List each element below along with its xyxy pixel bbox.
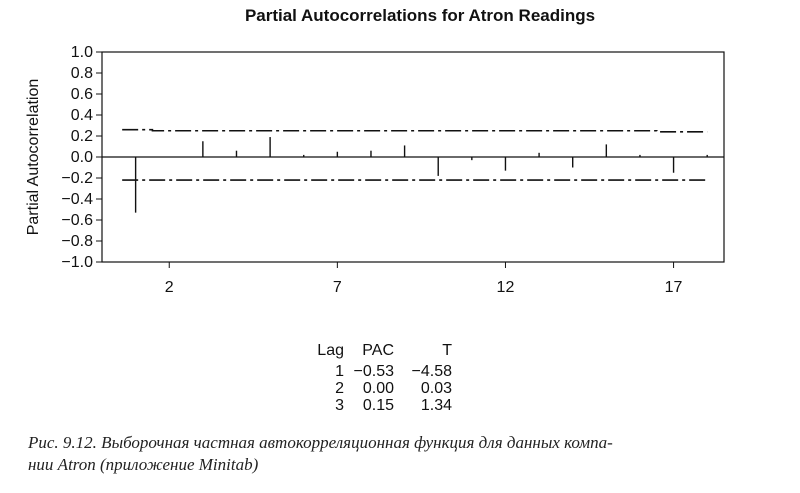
caption-line-2: нии Atron (приложение Minitab) — [28, 455, 259, 474]
y-tick-label: 0.0 — [70, 149, 93, 166]
y-tick-label: −0.4 — [61, 191, 93, 208]
table-header-row — [296, 342, 452, 363]
y-tick-label: −0.8 — [61, 233, 93, 250]
y-tick-label: −0.6 — [61, 212, 93, 229]
chart-title: Partial Autocorrelations for Atron Readings — [244, 6, 596, 25]
caption-line-1: Рис. 9.12. Выборочная частная автокорреляционная функция для данных компа- — [28, 433, 613, 452]
table-row — [296, 397, 452, 414]
y-tick-label: −0.2 — [61, 170, 93, 187]
cell-pac: 0.00 — [362, 380, 394, 397]
y-tick-label: 0.2 — [70, 128, 93, 145]
cell-lag: 3 — [335, 397, 344, 414]
cell-lag: 2 — [335, 380, 344, 397]
x-tick-label: 7 — [332, 279, 342, 296]
y-tick-label: 0.6 — [70, 86, 93, 103]
y-tick-label: 0.8 — [70, 65, 93, 82]
y-tick-label: 0.4 — [70, 107, 93, 124]
x-tick-label: 17 — [664, 279, 683, 296]
y-tick-label: −1.0 — [61, 254, 93, 271]
table-row — [296, 380, 452, 397]
header-pac: PAC — [362, 342, 394, 359]
cell-pac: 0.15 — [362, 397, 394, 414]
cell-t: 1.34 — [420, 397, 452, 414]
upper-significance-limit — [122, 130, 707, 132]
x-tick-label: 2 — [164, 279, 174, 296]
header-t: T — [442, 342, 452, 359]
x-tick-label: 12 — [496, 279, 515, 296]
table-row — [296, 363, 452, 380]
cell-lag: 1 — [335, 363, 344, 380]
cell-t: 0.03 — [420, 380, 452, 397]
cell-pac: −0.53 — [353, 363, 394, 380]
header-lag: Lag — [317, 342, 344, 359]
pac-table — [296, 342, 452, 414]
y-axis-label: Partial Autocorrelation — [25, 78, 42, 236]
cell-t: −4.58 — [411, 363, 452, 380]
figure-caption — [28, 432, 788, 476]
y-tick-label: 1.0 — [70, 44, 93, 61]
